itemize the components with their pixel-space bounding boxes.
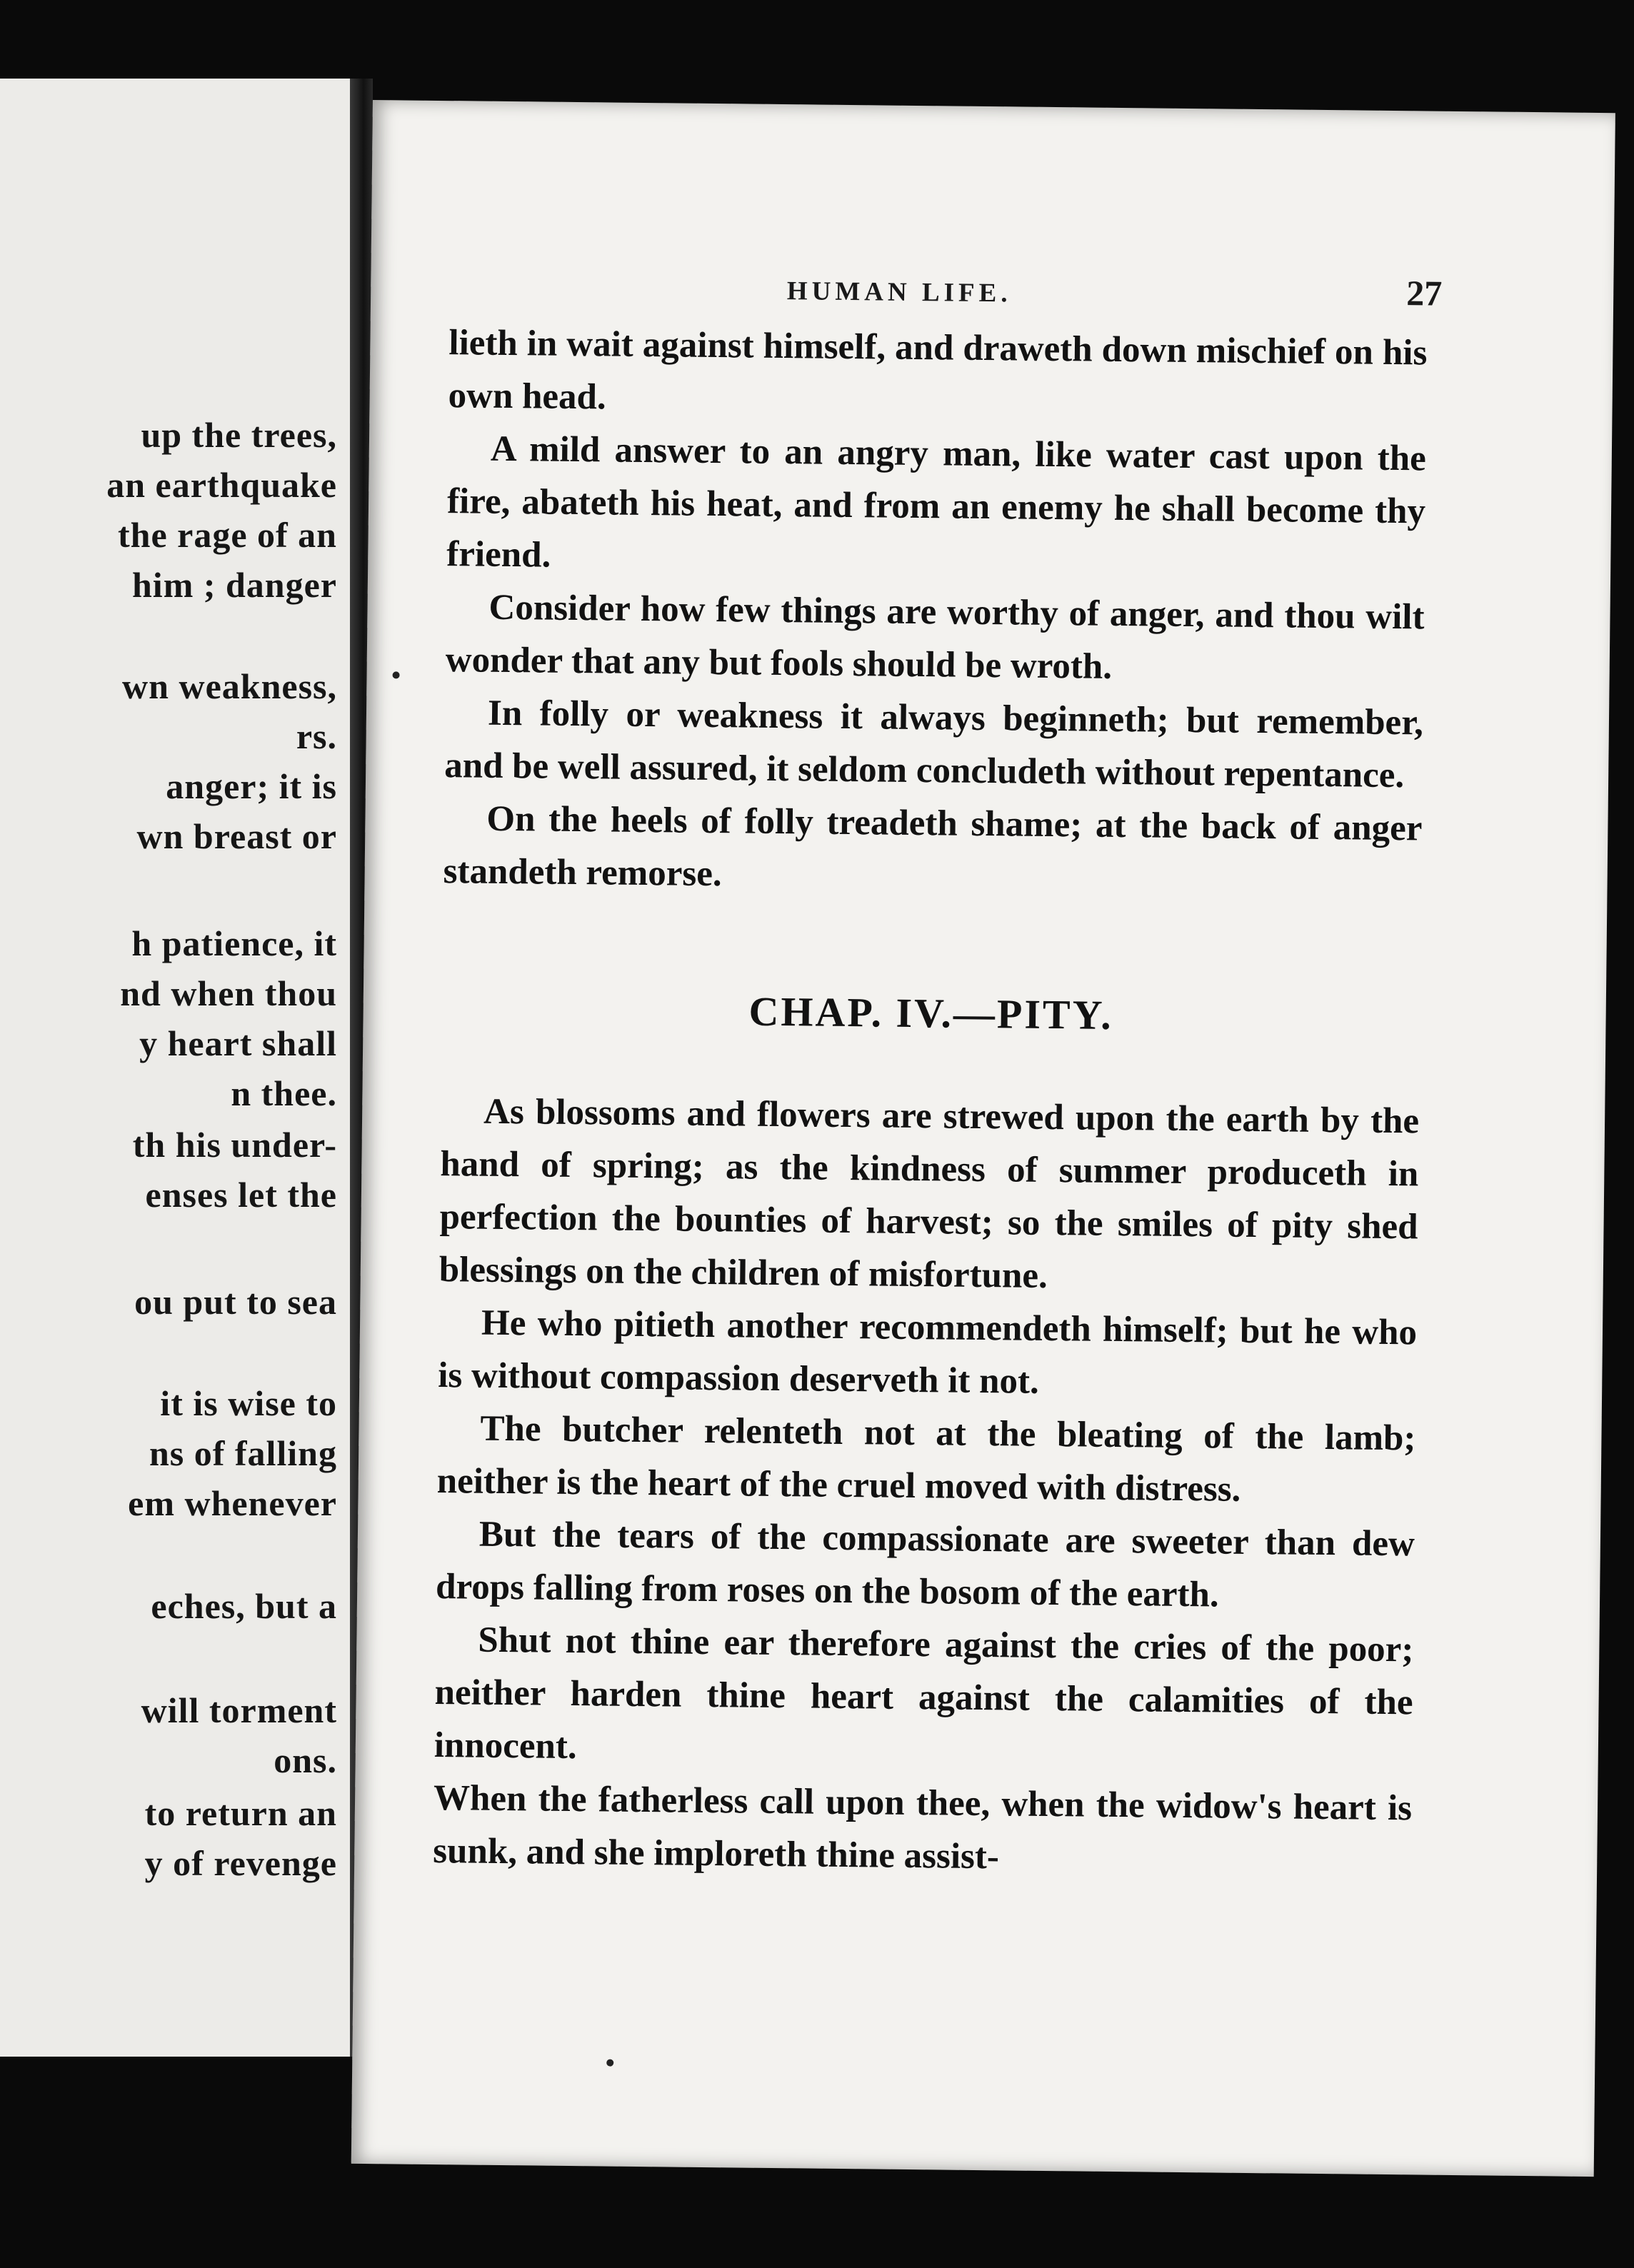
- left-line-9: h patience, it: [131, 923, 337, 963]
- paragraph: lieth in wait against himself, and draweth down mischief on his own head.: [448, 323, 1428, 418]
- left-line-1: up the trees,: [141, 415, 337, 455]
- paragraph: On the heels of folly treadeth shame; at the back of anger standeth remorse.: [443, 798, 1423, 895]
- left-line-23: y of revenge: [144, 1843, 337, 1883]
- left-page: [0, 79, 350, 2057]
- left-line-6: rs.: [296, 716, 337, 756]
- paragraph: A mild answer to an angry man, like water cast upon the fire, abateth his heat, and from an enemy he shall become thy friend.: [446, 428, 1427, 576]
- right-page: [351, 100, 1615, 2177]
- left-line-5: wn weakness,: [122, 666, 337, 706]
- left-line-7: anger; it is: [166, 766, 337, 806]
- left-line-16: it is wise to: [160, 1383, 337, 1423]
- left-line-20: will torment: [141, 1690, 337, 1730]
- chapter-heading: CHAP. IV.—PITY.: [748, 988, 1114, 1038]
- left-line-19: eches, but a: [151, 1586, 337, 1626]
- paragraphs-before-chapter: [443, 316, 1427, 908]
- left-line-2: an earthquake: [106, 465, 337, 505]
- left-line-14: enses let the: [145, 1175, 337, 1215]
- paragraph: Shut not thine ear therefore against the cries of the poor; neither harden thine heart against the calamities of the innocent.: [433, 1620, 1414, 1767]
- left-line-13: th his under-: [132, 1125, 337, 1165]
- left-line-8: wn breast or: [136, 816, 337, 856]
- left-line-15: ou put to sea: [134, 1282, 337, 1322]
- paragraph: He who pitieth another recommendeth himself; but he who is without compassion deserveth it not.: [438, 1303, 1418, 1402]
- paragraph: The butcher relenteth not at the bleating of the lamb; neither is the heart of the cruel moved with distress.: [436, 1408, 1416, 1510]
- left-line-18: em whenever: [128, 1483, 337, 1523]
- running-head: HUMAN LIFE.: [786, 276, 1012, 308]
- paragraph: In folly or weakness it always beginneth; but remember, and be well assured, it seldom concludeth without repentance.: [443, 693, 1424, 796]
- paragraphs-after-chapter: [433, 1085, 1420, 1887]
- left-line-22: to return an: [144, 1793, 337, 1833]
- ink-speck: [606, 2059, 613, 2067]
- paragraph: But the tears of the compassionate are sweeter than dew drops falling from roses on the bosom of the earth.: [435, 1514, 1415, 1615]
- paragraph: When the fatherless call upon thee, when the widow's heart is sunk, and she imploreth thine assist-: [433, 1778, 1413, 1877]
- left-line-11: y heart shall: [139, 1023, 337, 1063]
- left-line-12: n thee.: [231, 1073, 337, 1113]
- paragraph: As blossoms and flowers are strewed upon the earth by the hand of spring; as the kindness of summer produceth in perfection the bounties of harvest; so the smiles of pity shed blessings on the children of misfortune.: [438, 1091, 1420, 1296]
- left-line-17: ns of falling: [149, 1433, 337, 1473]
- left-line-3: the rage of an: [118, 515, 337, 555]
- left-line-4: him ; danger: [132, 565, 337, 605]
- body-text: [433, 316, 1428, 1887]
- page-number: 27: [1405, 273, 1443, 313]
- left-line-21: ons.: [274, 1740, 337, 1780]
- left-line-10: nd when thou: [120, 973, 337, 1013]
- paragraph: Consider how few things are worthy of anger, and thou wilt wonder that any but fools should be wroth.: [445, 587, 1425, 687]
- ink-speck: [393, 671, 400, 678]
